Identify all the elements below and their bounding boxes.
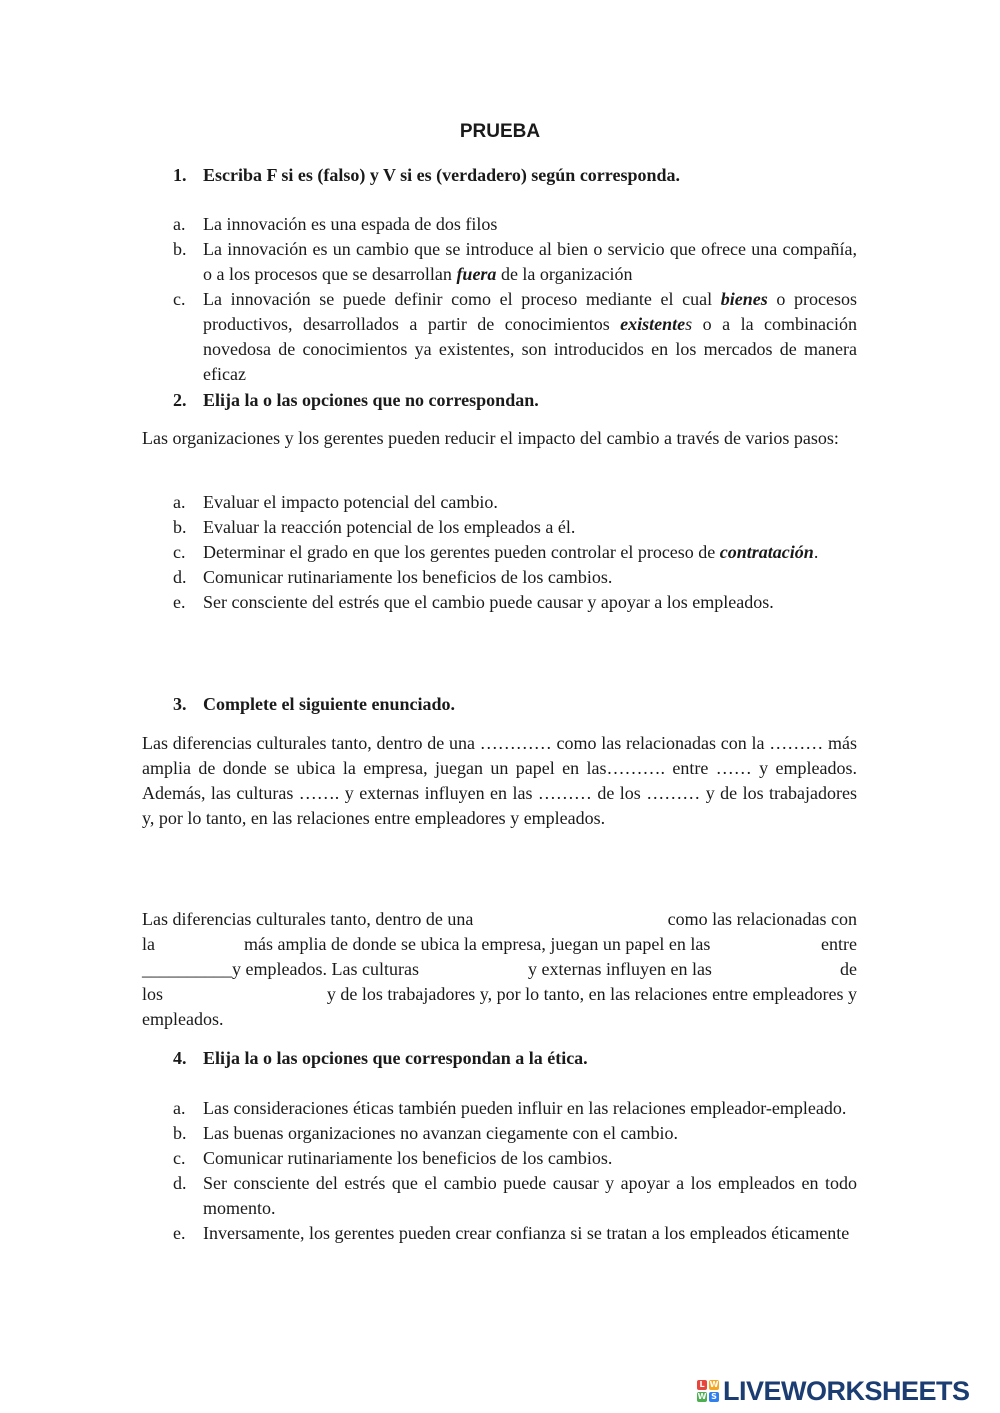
- question-2-intro: Las organizaciones y los gerentes pueden reducir el impacto del cambio a través de varios pasos:: [142, 428, 839, 448]
- question-text: Escriba F si es (falso) y V si es (verdadero) según corresponda.: [203, 165, 680, 185]
- item-letter: b.: [173, 239, 187, 259]
- item-text: La innovación se puede definir como el proceso mediante el cual: [203, 289, 721, 309]
- list-item: [173, 590, 857, 615]
- item-letter: b.: [173, 517, 187, 537]
- list-item: [173, 1171, 857, 1221]
- item-text: Ser consciente del estrés que el cambio puede causar y apoyar a los empleados.: [203, 592, 774, 612]
- list-item: [173, 490, 857, 515]
- item-letter: c.: [173, 542, 186, 562]
- item-letter: d.: [173, 567, 187, 587]
- liveworksheets-logo[interactable]: [697, 1376, 970, 1406]
- fill-text: empleados.: [142, 1009, 224, 1029]
- item-letter: c.: [173, 1148, 186, 1168]
- item-letter: c.: [173, 289, 186, 309]
- fill-line-2: [142, 932, 857, 957]
- question-text: Elija la o las opciones que correspondan a la ética.: [203, 1048, 588, 1068]
- fill-text: y de los trabajadores y, por lo tanto, en las relaciones entre empleadores y: [326, 984, 857, 1004]
- fill-text: entre: [821, 934, 857, 954]
- question-number: 4.: [173, 1048, 187, 1068]
- list-item: [173, 287, 857, 387]
- emphasis-word: contratación: [719, 542, 814, 562]
- fill-line-5: [142, 1007, 857, 1032]
- item-text: Las consideraciones éticas también pueden influir en las relaciones empleador-empleado.: [203, 1098, 847, 1118]
- fill-text: como las relacionadas con: [667, 909, 857, 929]
- item-text: Evaluar el impacto potencial del cambio.: [203, 492, 498, 512]
- item-letter: a.: [173, 1098, 186, 1118]
- item-letter: e.: [173, 592, 186, 612]
- question-number: 3.: [173, 694, 187, 714]
- question-text: Elija la o las opciones que no correspondan.: [203, 390, 539, 410]
- fill-line-1: [142, 907, 857, 932]
- list-item: [173, 515, 857, 540]
- item-text: La innovación es un cambio que se introduce al bien o servicio que ofrece una compañía, o a los procesos que se desarrollan: [203, 239, 857, 284]
- item-text-middle: o procesos productivos, desarrollados a partir de conocimientos: [203, 289, 857, 334]
- fill-text: Las diferencias culturales tanto, dentro de una: [142, 909, 474, 929]
- list-item: [173, 540, 857, 565]
- item-text-end: de la organización: [496, 264, 633, 284]
- item-text: Las buenas organizaciones no avanzan ciegamente con el cambio.: [203, 1123, 678, 1143]
- item-text: La innovación es una espada de dos filos: [203, 214, 498, 234]
- logo-mark-tile: W: [709, 1380, 719, 1389]
- item-text: Inversamente, los gerentes pueden crear confianza si se tratan a los empleados éticamente: [203, 1223, 850, 1243]
- item-letter: e.: [173, 1223, 186, 1243]
- list-item: [173, 1121, 857, 1146]
- fill-text: y externas influyen en las: [528, 959, 712, 979]
- logo-mark-icon: [697, 1380, 719, 1402]
- question-number: 2.: [173, 390, 187, 410]
- fill-line-4: [142, 982, 857, 1007]
- item-letter: a.: [173, 214, 186, 234]
- fill-text: __________y empleados. Las culturas: [142, 959, 419, 979]
- logo-text: LIVEWORKSHEETS: [723, 1375, 970, 1406]
- item-text: Determinar el grado en que los gerentes pueden controlar el proceso de: [203, 542, 720, 562]
- fill-text: de: [840, 959, 857, 979]
- list-item: [173, 1146, 857, 1171]
- logo-mark-tile: S: [709, 1392, 719, 1402]
- fill-text: la: [142, 934, 155, 954]
- question-number: 1.: [173, 165, 187, 185]
- page-title: PRUEBA: [459, 121, 541, 142]
- item-text: Evaluar la reacción potencial de los empleados a él.: [203, 517, 576, 537]
- item-text-end: o a la combinación novedosa de conocimientos ya existentes, son introducidos en los mercados de manera eficaz: [203, 314, 857, 384]
- emphasis-word: fuera: [456, 264, 497, 284]
- item-letter: b.: [173, 1123, 187, 1143]
- emphasis-tail: s: [685, 314, 693, 334]
- item-text: Comunicar rutinariamente los beneficios de los cambios.: [203, 1148, 613, 1168]
- emphasis-word: bienes: [720, 289, 768, 309]
- list-item: [173, 565, 857, 590]
- list-item: [173, 1096, 857, 1121]
- fill-line-3: [142, 957, 857, 982]
- logo-mark-tile: W: [697, 1392, 707, 1401]
- item-letter: a.: [173, 492, 186, 512]
- emphasis-word: existente: [620, 314, 686, 334]
- question-1-heading: [173, 163, 680, 188]
- question-2-list: [173, 490, 857, 615]
- item-text: Comunicar rutinariamente los beneficios de los cambios.: [203, 567, 613, 587]
- item-letter: d.: [173, 1173, 187, 1193]
- list-item: [173, 237, 857, 287]
- question-3-heading: [173, 692, 455, 717]
- logo-mark-tile: L: [697, 1380, 707, 1390]
- fill-text: los: [142, 984, 164, 1004]
- list-item: [173, 1221, 857, 1246]
- question-2-heading: [173, 388, 539, 413]
- question-1-list: [173, 212, 857, 387]
- item-text: Ser consciente del estrés que el cambio puede causar y apoyar a los empleados en todo momento.: [203, 1173, 857, 1218]
- item-text-end: .: [813, 542, 819, 562]
- question-3-paragraph: Las diferencias culturales tanto, dentro de una ………… como las relacionadas con la ……… más amplia de donde se ubica la empresa, juegan un papel en las………. entre …… y empleados. Además, las culturas ……. y externas influyen en las ……… de los ……… y de los trabajadores y, por lo tanto, en las relaciones entre empleadores y empleados.: [142, 733, 857, 828]
- list-item: [173, 212, 857, 237]
- fill-text: más amplia de donde se ubica la empresa, juegan un papel en las: [244, 934, 711, 954]
- question-4-heading: [173, 1046, 588, 1071]
- question-4-list: [173, 1096, 857, 1246]
- question-text: Complete el siguiente enunciado.: [203, 694, 455, 714]
